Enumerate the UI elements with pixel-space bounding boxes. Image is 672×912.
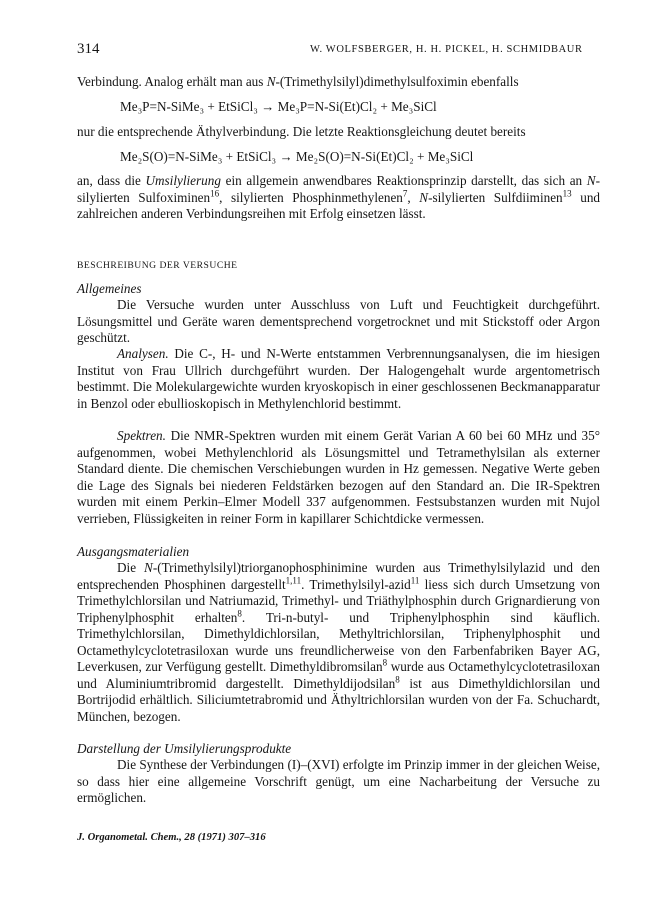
section-heading: BESCHREIBUNG DER VERSUCHE [77, 260, 238, 271]
intro-paragraph-2: nur die entsprechende Äthylverbindung. Die letzte Reaktionsgleichung deutet bereits [77, 124, 526, 139]
page-number: 314 [77, 41, 100, 57]
running-header-authors: W. WOLFSBERGER, H. H. PICKEL, H. SCHMIDBAUR [310, 44, 583, 55]
reaction-equation-2: Me₂S(O)=N-SiMe₃ + EtSiCl₃ → Me₂S(O)=N-Si(Et)Cl₂ + Me₃SiCl [120, 149, 474, 164]
citation-ref: 16 [210, 188, 220, 199]
spektren-paragraph: Spektren. Die NMR-Spektren wurden mit einem Gerät Varian A 60 bei 60 MHz und 35° aufgenommen, wobei Methylenchlorid als Lösungsmittel und Tetramethylsilan als externer Standard diente. Die chemischen Verschiebungen wurden in Hz gemessen. Negative Werte geben die Lage des Signals bei niederen Feldstärken bezogen auf den Standard an. Die IR-Spektren wurden mit einem Perkin–Elmer Modell 337 aufgenommen. Festsubstanzen wurden mit Nujol verrieben, Flüssigkeiten in reiner Form in kapillarer Schichtdicke vermessen. [77, 428, 600, 526]
subheading-allgemeines: Allgemeines [77, 281, 142, 296]
citation-ref: 13 [562, 188, 572, 199]
citation-ref: 8 [395, 674, 400, 685]
subheading-darstellung: Darstellung der Umsilylierungsprodukte [77, 741, 292, 756]
intro-paragraph-3: an, dass die Umsilylierung ein allgemein anwendbares Reaktionsprinzip darstellt, das sich an N-silylierten Sulfoximinen$^{16}$, silylierten Phosphinmethylenen$^7$, N-silylierten Sulfdiiminen$^{13}$ und zahlreichen anderen Verbindungsreihen mit Erfolg einsetzen lässt. [77, 173, 601, 221]
darstellung-paragraph: Die Synthese der Verbindungen (I)–(XVI) erfolgte im Prinzip immer in der gleichen Weise, so dass hier eine allgemeine Vorschrift genügt, um eine Nacharbeitung der Versuche zu ermöglichen. [77, 757, 600, 805]
allgemeines-paragraph: Die Versuche wurden unter Ausschluss von Luft und Feuchtigkeit durchgeführt. Lösungsmittel und Geräte waren dementsprechend vorgetrocknet und mit Stickstoff oder Argon geschützt. [77, 297, 600, 345]
citation-ref: 8 [382, 657, 388, 668]
ausgangsmaterialien-paragraph: Die N-(Trimethylsilyl)triorganophosphinimine wurden aus Trimethylsilylazid und den entsprechenden Phosphinen dargestellt$^{1,11}$. Trimethylsilyl-azid$^{11}$ liess sich durch Umsetzung von Trimethylchlorsilan und Natriumazid, Trimethyl- und Triäthylphosphin durch Grignardierung von Triphenylphosphit erhalten$^8$. Tri-n-butyl- und Triphenylphosphin sind käuflich. Trimethylchlorsilan, Dimethyldichlorsilan, Methyltrichlorsilan, Triphenylphosphit und Octamethylcyclotetrasiloxan wurde uns freundlicherweise von den Farbenfabriken Bayer AG, Leverkusen, zur Verfügung gestellt. Dimethyldibromsilan$^8$ wurde aus Octamethylcyclotetrasiloxan und Aluminiumtribromid dargestellt. Dimethyldijodsilan$^8$ ist aus Dimethyldichlorsilan und Bortrijodid erhältlich. Siliciumtetrabromid und Äthyltrichlorsilan wurden von der Fa. Schuchardt, München, bezogen. [77, 560, 600, 724]
analysen-paragraph: Analysen. Die C-, H- und N-Werte entstammen Verbrennungsanalysen, die im hiesigen Institut von Frau Ullrich durchgeführt wurden. Der Halogengehalt wurde argentometrisch bestimmt. Die Molekulargewichte wurden kryoskopisch in einer geschlossenen Beckmanapparatur in Benzol oder ebullioskopisch in Methylenchlorid bestimmt. [77, 346, 600, 411]
journal-citation-footer: J. Organometal. Chem., 28 (1971) 307–316 [77, 832, 266, 843]
citation-ref: 11 [410, 575, 420, 586]
citation-ref: 8 [237, 608, 242, 619]
reaction-equation-1: Me₃P=N-SiMe₃ + EtSiCl₃ → Me₃P=N-Si(Et)Cl₂ + Me₃SiCl [120, 99, 437, 114]
citation-ref: 1,11 [285, 575, 302, 586]
subheading-ausgangsmaterialien: Ausgangsmaterialien [77, 544, 190, 559]
intro-paragraph-1: Verbindung. Analog erhält man aus N-(Trimethylsilyl)dimethylsulfoximin ebenfalls [77, 74, 519, 89]
citation-ref: 7 [402, 188, 408, 199]
